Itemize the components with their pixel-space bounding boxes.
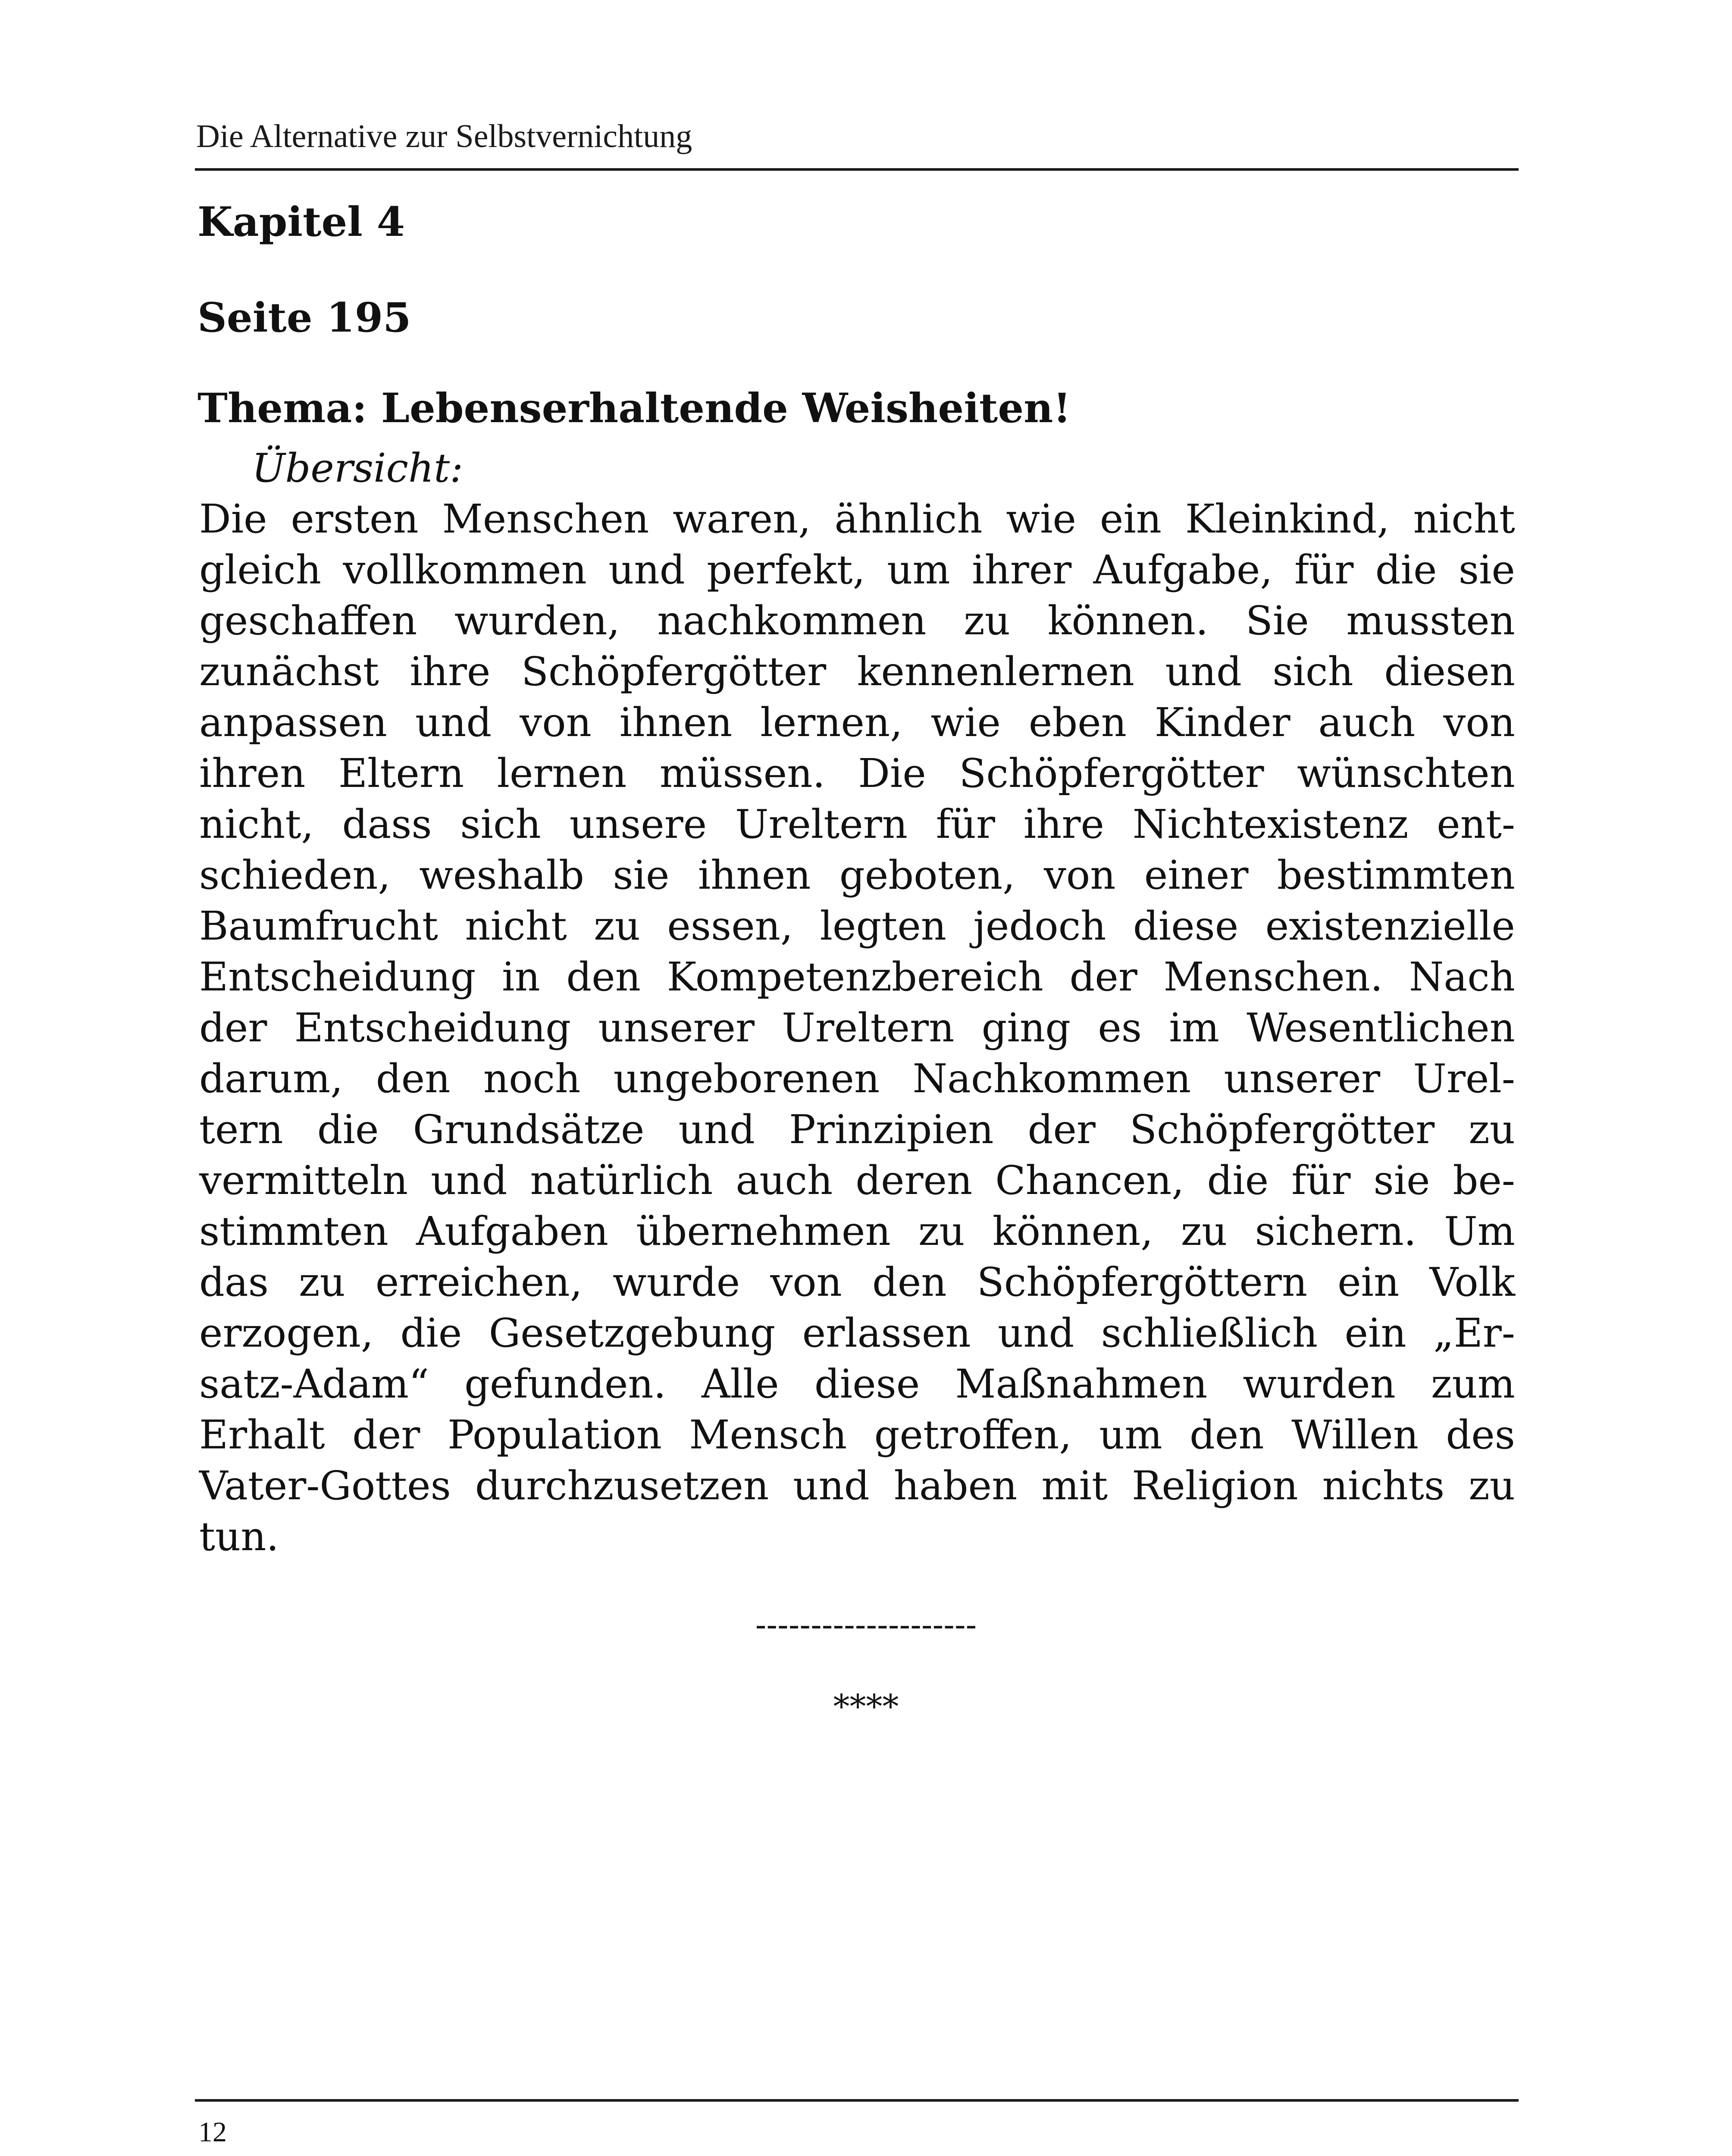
body-line: ihren Eltern lernen müssen. Die Schöpfergötter wünschten [199,750,1515,796]
body-line: geschaffen wurden, nachkommen zu können. Sie mussten [199,598,1515,644]
dash-separator: -------------------- [755,1605,977,1644]
star-separator: **** [833,1687,899,1726]
body-line: anpassen und von ihnen lernen, wie eben Kinder auch von [199,699,1515,746]
body-line: stimmten Aufgaben übernehmen zu können, zu sichern. Um [199,1208,1515,1254]
body-line: der Entscheidung unserer Ureltern ging es im Wesentlichen [199,1005,1515,1051]
body-line: Vater-Gottes durchzusetzen und haben mit Religion nichts zu [199,1463,1515,1509]
footer-divider [195,2099,1519,2102]
body-line: nicht, dass sich unsere Ureltern für ihre Nichtexistenz ent- [199,801,1515,847]
body-line: darum, den noch ungeborenen Nachkommen unserer Urel- [199,1056,1515,1102]
body-line: Baumfrucht nicht zu essen, legten jedoch diese existenzielle [199,903,1515,949]
body-line: erzogen, die Gesetzgebung erlassen und schließlich ein „Er- [199,1310,1515,1356]
body-line: gleich vollkommen und perfekt, um ihrer Aufgabe, für die sie [199,547,1515,593]
page-number: 12 [198,2116,227,2148]
body-line: schieden, weshalb sie ihnen geboten, von einer bestimmten [199,852,1515,898]
body-line: Entscheidung in den Kompetenzbereich der Menschen. Nach [199,954,1515,1000]
chapter-heading: Kapitel 4 [197,198,405,246]
body-line: Die ersten Menschen waren, ähnlich wie ein Kleinkind, nicht [199,496,1515,542]
body-paragraph [199,494,1515,1562]
header-divider [195,168,1519,171]
body-line: vermitteln und natürlich auch deren Chancen, die für sie be- [199,1157,1515,1203]
body-line: Erhalt der Population Mensch getroffen, um den Willen des [199,1412,1515,1458]
page-reference-heading: Seite 195 [197,294,411,342]
running-header-title: Die Alternative zur Selbstvernichtung [196,118,692,154]
body-line: satz-Adam“ gefunden. Alle diese Maßnahmen wurden zum [199,1361,1515,1407]
overview-label: Übersicht: [252,445,464,491]
body-line: tern die Grundsätze und Prinzipien der Schöpfergötter zu [199,1106,1515,1153]
body-line: das zu erreichen, wurde von den Schöpfergöttern ein Volk [199,1259,1515,1305]
body-line: tun. [199,1514,279,1560]
body-line: zunächst ihre Schöpfergötter kennenlernen und sich diesen [199,649,1515,695]
topic-heading: Thema: Lebenserhaltende Weisheiten! [197,385,1071,432]
